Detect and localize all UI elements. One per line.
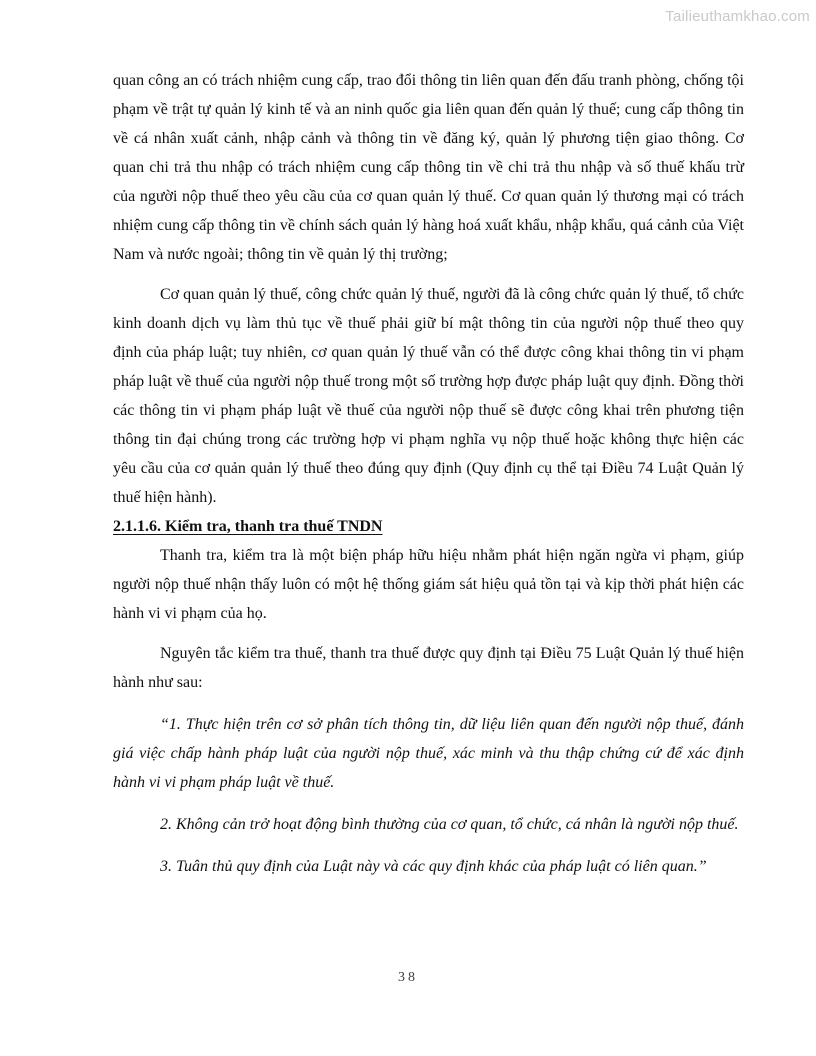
watermark: Tailieuthamkhao.com — [665, 8, 810, 25]
page-number: 38 — [398, 970, 418, 985]
quote-principle-3: 3. Tuân thủ quy định của Luật này và các quy định khác của pháp luật có liên quan.” — [160, 858, 707, 875]
paragraph-inspection-purpose: Thanh tra, kiểm tra là một biện pháp hữu hiệu nhằm phát hiện ngăn ngừa vi phạm, giúp người nộp thuế nhận thấy luôn có một hệ thống giám sát hiệu quả tồn tại và kịp thời phát hiện các hành vi vi phạm của họ. — [113, 547, 744, 622]
document-body — [113, 66, 744, 881]
paragraph-confidentiality: Cơ quan quản lý thuế, công chức quản lý thuế, người đã là công chức quản lý thuế, tổ chức kinh doanh dịch vụ làm thủ tục về thuế phải giữ bí mật thông tin của người nộp thuế theo quy định của pháp luật; tuy nhiên, cơ quan quản lý thuế vẫn có thể được công khai thông tin vi phạm pháp luật về thuế của người nộp thuế trong một số trường hợp được pháp luật quy định. Đồng thời các thông tin vi phạm pháp luật về thuế của người nộp thuế sẽ được công khai trên phương tiện thông tin đại chúng trong các trường hợp vi phạm nghĩa vụ nộp thuế hoặc không thực hiện các yêu cầu của cơ quản quản lý thuế theo đúng quy định (Quy định cụ thể tại Điều 74 Luật Quản lý thuế hiện hành). — [113, 286, 744, 506]
quote-principle-1: “1. Thực hiện trên cơ sở phân tích thông tin, dữ liệu liên quan đến người nộp thuế, đánh giá việc chấp hành pháp luật của người nộp thuế, xác minh và thu thập chứng cứ để xác định hành vi vi phạm pháp luật về thuế. — [113, 716, 744, 791]
quote-principle-2: 2. Không cản trở hoạt động bình thường của cơ quan, tổ chức, cá nhân là người nộp thuế. — [160, 816, 739, 833]
paragraph-inspection-principles-intro: Nguyên tắc kiểm tra thuế, thanh tra thuế được quy định tại Điều 75 Luật Quản lý thuế hiện hành như sau: — [113, 645, 744, 691]
paragraph-continuation: quan công an có trách nhiệm cung cấp, trao đổi thông tin liên quan đến đấu tranh phòng, chống tội phạm về trật tự quản lý kinh tế và an ninh quốc gia liên quan đến quản lý thuế; cung cấp thông tin về cá nhân xuất cảnh, nhập cảnh và thông tin về đăng ký, quản lý phương tiện giao thông. Cơ quan chi trả thu nhập có trách nhiệm cung cấp thông tin về chi trả thu nhập và số thuế khấu trừ của người nộp thuế theo yêu cầu của cơ quan quản lý thuế. Cơ quan quản lý thương mại có trách nhiệm cung cấp thông tin về chính sách quản lý hàng hoá xuất khẩu, nhập khẩu, quá cảnh của Việt Nam và nước ngoài; thông tin về quản lý thị trường; — [113, 72, 744, 263]
section-heading: 2.1.1.6. Kiểm tra, thanh tra thuế TNDN — [113, 518, 383, 535]
